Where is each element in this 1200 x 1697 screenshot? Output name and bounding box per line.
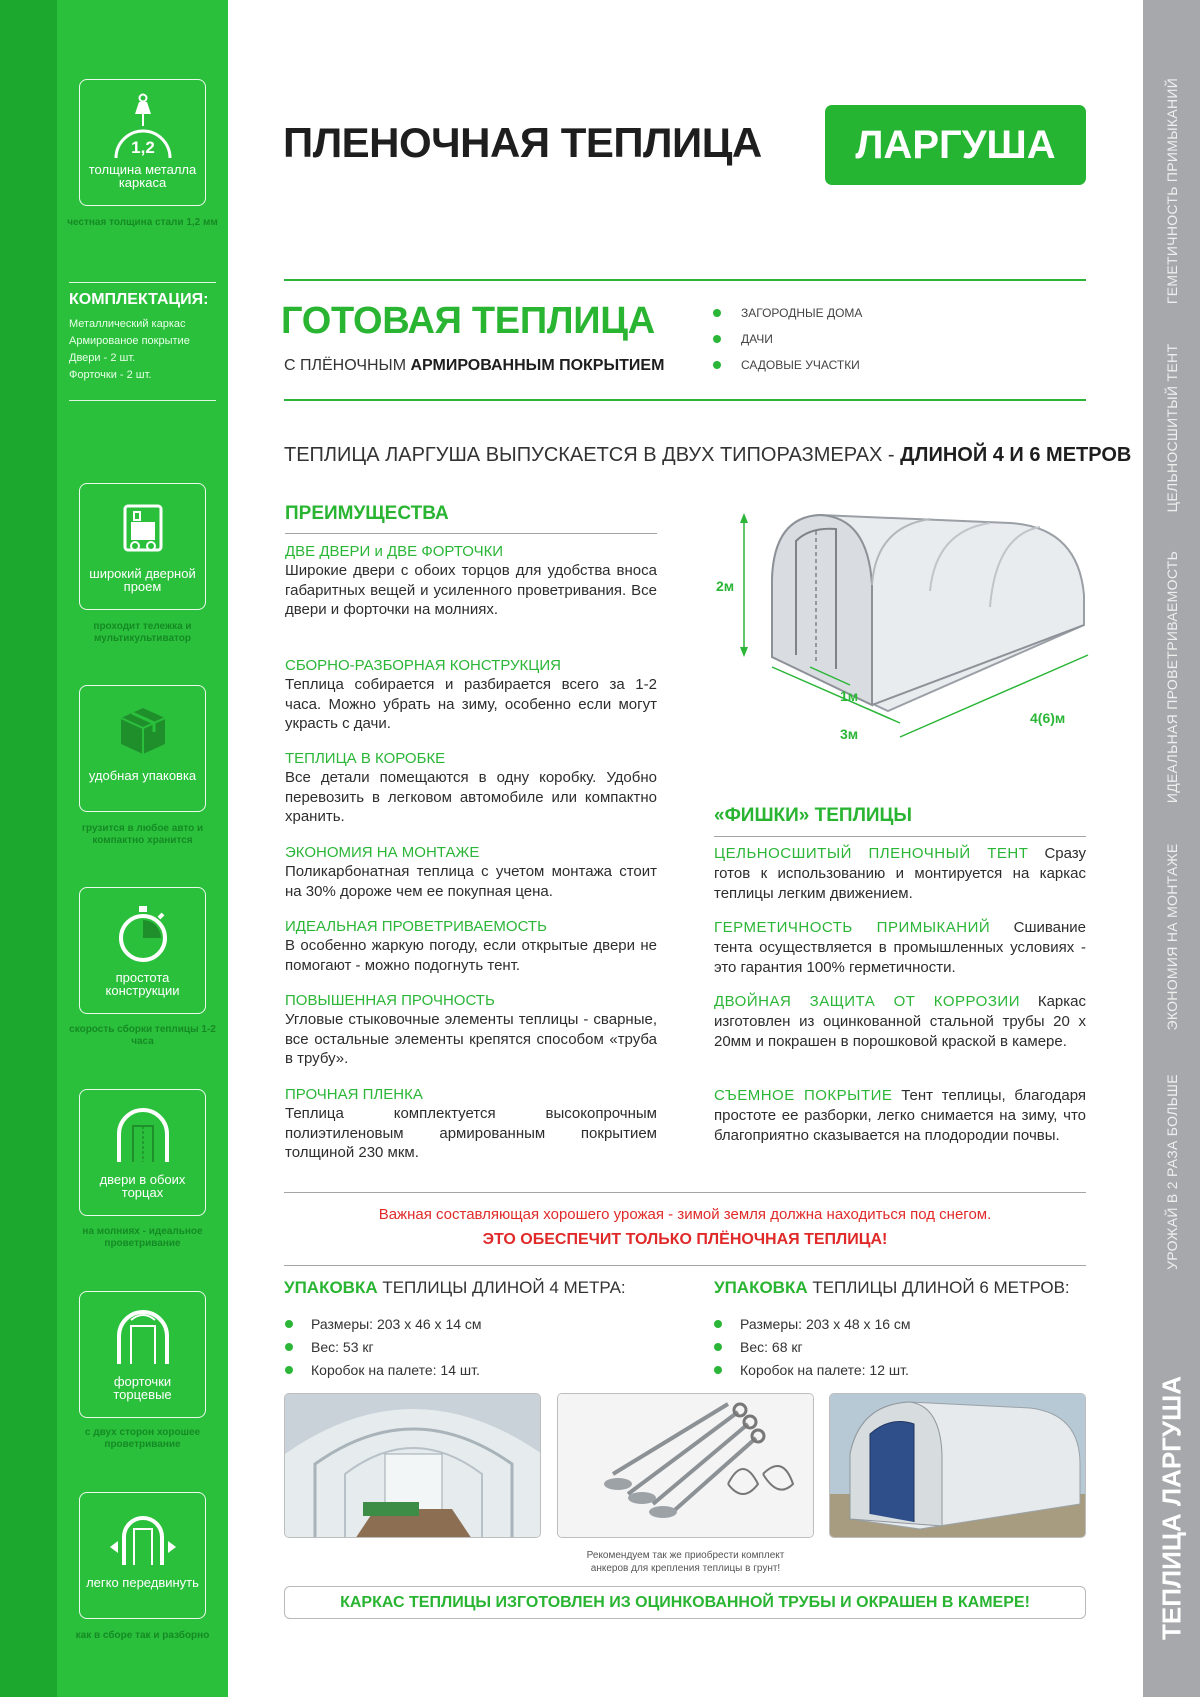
packaging-size: ТЕПЛИЦЫ ДЛИНОЙ 6 МЕТРОВ: — [807, 1278, 1070, 1297]
advantage-heading: ПОВЫШЕННАЯ ПРОЧНОСТЬ — [285, 992, 495, 1009]
strip-brand-title: ТЕПЛИЦА ЛАРГУША — [1156, 1375, 1187, 1641]
use-item — [713, 306, 862, 320]
feature-packaging — [79, 685, 206, 812]
advantage-text: Теплица собирается и разбирается всего за 1-2 часа. Можно убрать на зиму, особенно если могут украсть с дачи. — [285, 676, 657, 732]
packaging-item — [714, 1316, 911, 1332]
packaging-value: Размеры: 203 х 48 х 16 см — [740, 1316, 911, 1332]
packaging-item — [285, 1362, 480, 1378]
strip-label: ГЕМЕТИЧНОСТЬ ПРИМЫКАНИЙ — [1164, 77, 1180, 305]
photo-exterior — [829, 1393, 1086, 1538]
kit-item: Двери - 2 шт. — [69, 352, 136, 364]
caption-line: анкеров для крепления теплицы в грунт! — [590, 1563, 781, 1574]
use-item — [713, 358, 860, 372]
feature-easy-move — [79, 1492, 206, 1619]
chip-text: Каркас изготовлен из оцинкованной стальной трубы 20 х 20мм и покрашен в порошковой краской в камере. — [714, 993, 1086, 1050]
advantage-text: В особенно жаркую погоду, если открытые двери не помогают - можно подогнуть тент. — [285, 937, 657, 974]
feature-label: удобная упаковка — [88, 768, 197, 783]
sidebar-edge — [0, 0, 57, 1697]
sizes-line — [284, 444, 1131, 467]
dim-door: 1м — [840, 688, 859, 704]
strip-label: ЦЕЛЬНОСШИТЫЙ ТЕНТ — [1164, 343, 1180, 513]
feature-note: проходит тележка и мультикультиватор — [93, 621, 192, 644]
advantage-item — [285, 917, 657, 975]
dim-length: 4(6)м — [1030, 710, 1066, 726]
advantage-heading: ИДЕАЛЬНАЯ ПРОВЕТРИВАЕМОСТЬ — [285, 918, 547, 935]
chip-text: Тент теплицы, благодаря простоте ее разборки, легко снимается на зиму, что благоприятно сказывается на плодородии почвы. — [714, 1087, 1086, 1144]
feature-simple-build — [79, 887, 206, 1014]
chip-item — [714, 918, 1086, 978]
strip-label: УРОЖАЙ В 2 РАЗА БОЛЬШЕ — [1164, 1074, 1180, 1270]
packaging-size: ТЕПЛИЦЫ ДЛИНОЙ 4 МЕТРА: — [377, 1278, 626, 1297]
footer-banner: КАРКАС ТЕПЛИЦЫ ИЗГОТОВЛЕН ИЗ ОЦИНКОВАННОЙ ТРУБЫ И ОКРАШЕН В КАМЕРЕ! — [284, 1586, 1086, 1619]
advantage-item — [285, 656, 657, 734]
use-label: САДОВЫЕ УЧАСТКИ — [741, 358, 860, 372]
feature-doors-both-ends — [79, 1089, 206, 1216]
photo-anchors — [557, 1393, 814, 1538]
bullet-icon — [285, 1366, 293, 1374]
greenhouse-diagram — [700, 505, 1100, 785]
brand-badge: ЛАРГУША — [825, 105, 1086, 185]
kit-item: Армированое покрытие — [69, 335, 190, 347]
cart-icon — [113, 498, 173, 562]
advantages-title: ПРЕИМУЩЕСТВА — [285, 503, 449, 524]
chip-heading: ЦЕЛЬНОСШИТЫЙ ПЛЕНОЧНЫЙ ТЕНТ — [714, 845, 1029, 862]
advantage-item — [285, 749, 657, 827]
chip-heading: СЪЕМНОЕ ПОКРЫТИЕ — [714, 1087, 893, 1104]
section-title: ГОТОВАЯ ТЕПЛИЦА — [281, 300, 655, 342]
page-title: ПЛЕНОЧНАЯ ТЕПЛИЦА — [283, 119, 762, 166]
chip-heading: ДВОЙНАЯ ЗАЩИТА ОТ КОРРОЗИИ — [714, 993, 1020, 1010]
advantage-heading: ПРОЧНАЯ ПЛЕНКА — [285, 1086, 423, 1103]
bullet-icon — [285, 1343, 293, 1351]
dim-height: 2м — [716, 578, 735, 594]
divider — [284, 1265, 1086, 1266]
packaging-item — [285, 1339, 374, 1355]
subtitle-bold: АРМИРОВАННЫМ ПОКРЫТИЕМ — [410, 357, 665, 374]
feature-label: широкий дверной проем — [89, 566, 196, 594]
feature-label: форточки торцевые — [113, 1374, 172, 1402]
bullet-icon — [714, 1366, 722, 1374]
feature-wide-door — [79, 483, 206, 610]
packaging-title — [284, 1278, 626, 1298]
sizes-bold: ДЛИНОЙ 4 И 6 МЕТРОВ — [900, 444, 1132, 466]
packaging-label: УПАКОВКА — [714, 1278, 808, 1297]
weight-icon — [108, 92, 178, 166]
chip-item — [714, 992, 1086, 1052]
packaging-label: УПАКОВКА — [284, 1278, 378, 1297]
caption-line: Рекомендуем так же приобрести комплект — [586, 1550, 785, 1561]
chip-heading: ГЕРМЕТИЧНОСТЬ ПРИМЫКАНИЙ — [714, 919, 991, 936]
bullet-icon — [713, 309, 721, 317]
chip-text: Сшивание тента осуществляется в промышленных условиях - это гарантия 100% герметичности. — [714, 919, 1086, 976]
packaging-item — [285, 1316, 482, 1332]
divider — [714, 836, 1086, 837]
advantage-item — [285, 991, 657, 1069]
packaging-item — [714, 1339, 803, 1355]
packaging-value: Вес: 68 кг — [740, 1339, 803, 1355]
use-label: ДАЧИ — [741, 332, 773, 346]
advantage-text: Теплица комплектуется высокопрочным полиэтиленовым армированным покрытием толщиной 230 мкм. — [285, 1105, 657, 1161]
notice-line: Важная составляющая хорошего урожая - зимой земля должна находиться под снегом. — [378, 1206, 992, 1223]
photo-caption — [557, 1549, 814, 1575]
advantage-text: Поликарбонатная теплица с учетом монтажа стоит на 30% дороже чем ее покупная цена. — [285, 863, 657, 900]
chip-item — [714, 1086, 1086, 1146]
bullet-icon — [285, 1320, 293, 1328]
chip-item — [714, 844, 1086, 904]
divider — [285, 533, 657, 534]
chip-text: Сразу готов к использованию и монтируется на каркас теплицы легким движением. — [714, 845, 1087, 902]
feature-metal-thickness — [79, 79, 206, 206]
packaging-value: Вес: 53 кг — [311, 1339, 374, 1355]
feature-note: скорость сборки теплицы 1-2 часа — [69, 1024, 216, 1047]
feature-note: честная толщина стали 1,2 мм — [67, 217, 218, 228]
advantage-text: Угловые стыковочные элементы теплицы - сварные, все остальные элементы крепятся способом «труба в трубу». — [285, 1011, 657, 1067]
bullet-icon — [714, 1320, 722, 1328]
chips-title: «ФИШКИ» ТЕПЛИЦЫ — [714, 805, 913, 826]
arch-doors-icon — [113, 1104, 173, 1168]
advantage-item — [285, 1085, 657, 1163]
use-item — [713, 332, 773, 346]
strip-label: ЭКОНОМИЯ НА МОНТАЖЕ — [1164, 843, 1180, 1031]
packaging-value: Размеры: 203 х 46 х 14 см — [311, 1316, 482, 1332]
advantage-heading: ТЕПЛИЦА В КОРОБКЕ — [285, 750, 446, 767]
kit-item: Форточки - 2 шт. — [69, 369, 152, 381]
divider — [284, 399, 1086, 401]
notice-emphasis: ЭТО ОБЕСПЕЧИТ ТОЛЬКО ПЛЁНОЧНАЯ ТЕПЛИЦА! — [482, 1231, 888, 1248]
feature-label: легко передвинуть — [86, 1575, 199, 1590]
packaging-value: Коробок на палете: 14 шт. — [311, 1362, 480, 1378]
section-subtitle — [284, 357, 664, 375]
feature-note: как в сборе так и разборно — [75, 1630, 210, 1641]
packaging-title — [714, 1278, 1070, 1298]
packaging-item — [714, 1362, 909, 1378]
sidebar — [57, 0, 228, 1697]
thickness-value: 1,2 — [130, 138, 155, 157]
arch-vent-icon — [113, 1306, 173, 1370]
feature-note: грузится в любое авто и компактно хранится — [81, 823, 204, 846]
packaging-value: Коробок на палете: 12 шт. — [740, 1362, 909, 1378]
subtitle-text: С ПЛЁНОЧНЫМ — [284, 357, 411, 374]
dim-width: 3м — [840, 726, 859, 742]
sizes-text: ТЕПЛИЦА ЛАРГУША ВЫПУСКАЕТСЯ В ДВУХ ТИПОРАЗМЕРАХ - — [284, 444, 901, 466]
bullet-icon — [713, 335, 721, 343]
kit-title: КОМПЛЕКТАЦИЯ: — [69, 291, 209, 308]
advantage-item — [285, 542, 657, 620]
use-label: ЗАГОРОДНЫЕ ДОМА — [741, 306, 863, 320]
advantage-text: Широкие двери с обоих торцов для удобства вноса габаритных вещей и усиленного проветривания. Все двери и форточки на молниях. — [285, 562, 657, 618]
strip-label: ИДЕАЛЬНАЯ ПРОВЕТРИВАЕМОСТЬ — [1164, 550, 1180, 804]
advantage-heading: ДВЕ ДВЕРИ и ДВЕ ФОРТОЧКИ — [285, 543, 504, 560]
advantage-item — [285, 843, 657, 901]
bullet-icon — [714, 1343, 722, 1351]
advantage-heading: ЭКОНОМИЯ НА МОНТАЖЕ — [285, 844, 480, 861]
feature-label: простота конструкции — [105, 970, 180, 998]
advantage-text: Все детали помещаются в одну коробку. Удобно перевозить в легковом автомобиле или компактно хранить. — [285, 769, 657, 825]
feature-end-vents — [79, 1291, 206, 1418]
feature-note: на молниях - идеальное проветривание — [82, 1226, 203, 1249]
stopwatch-icon — [113, 902, 173, 966]
advantage-heading: СБОРНО-РАЗБОРНАЯ КОНСТРУКЦИЯ — [285, 657, 561, 674]
feature-note: с двух сторон хорошее проветривание — [84, 1427, 201, 1450]
feature-label: двери в обоих торцах — [99, 1172, 186, 1200]
arch-move-icon — [108, 1507, 178, 1571]
photo-interior — [284, 1393, 541, 1538]
feature-label: толщина металла каркаса — [88, 162, 197, 190]
box-icon — [113, 700, 173, 764]
sidebar-divider — [69, 400, 216, 401]
divider — [284, 279, 1086, 281]
sidebar-divider — [69, 282, 216, 283]
kit-item: Металлический каркас — [69, 318, 186, 330]
divider — [284, 1192, 1086, 1193]
bullet-icon — [713, 361, 721, 369]
